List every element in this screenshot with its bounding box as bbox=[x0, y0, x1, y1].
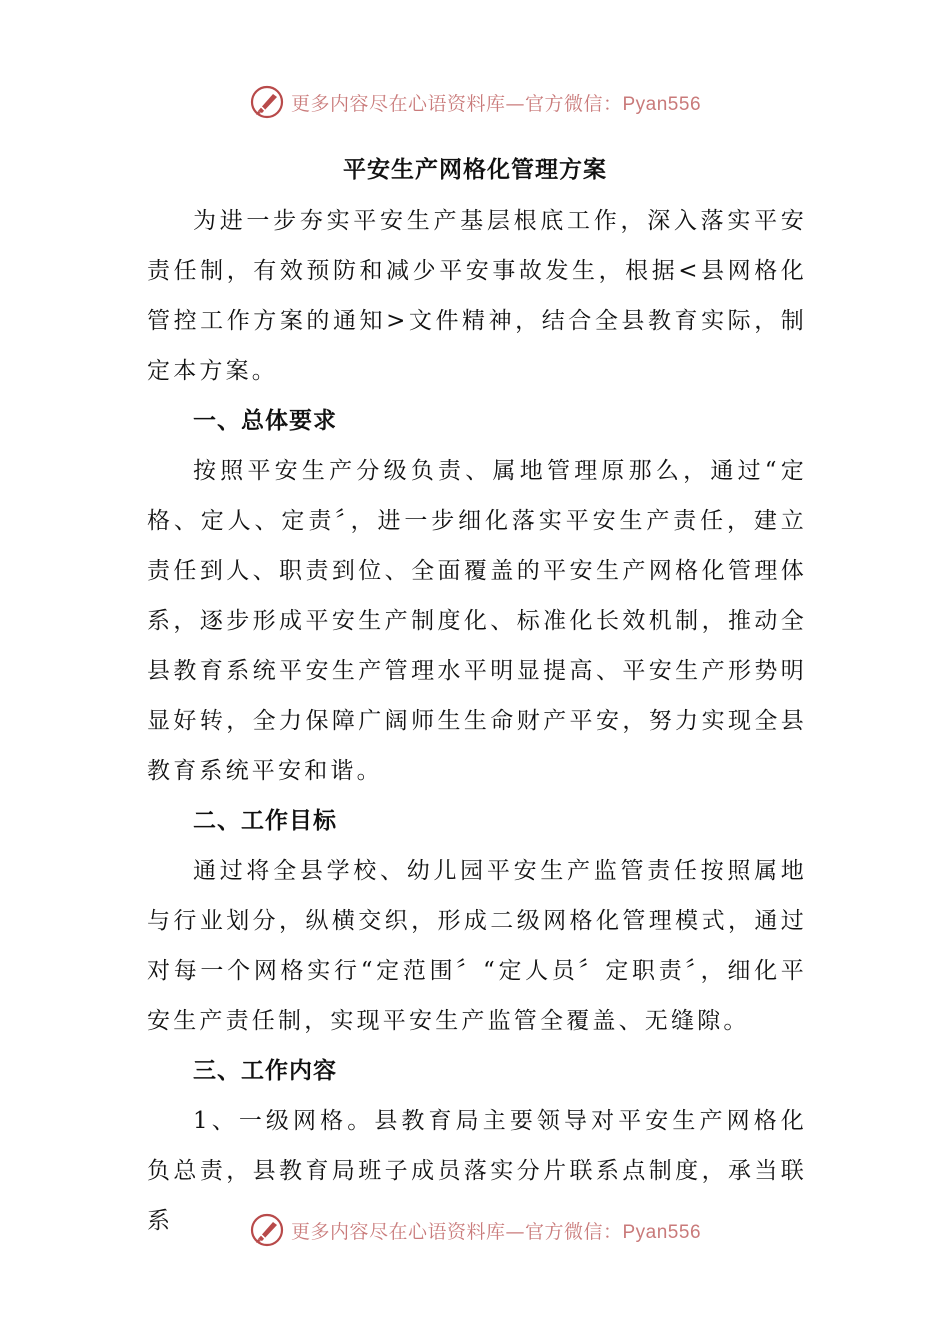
watermark-footer bbox=[0, 1210, 950, 1250]
section-heading-3: 三、工作内容 bbox=[193, 1058, 337, 1084]
intro-paragraph: 为进一步夯实平安生产基层根底工作，深入落实平安责任制，有效预防和减少平安事故发生，根据<县网格化管控工作方案的通知>文件精神，结合全县教育实际，制定本方案。 bbox=[147, 208, 807, 384]
section-paragraph-2: 通过将全县学校、幼儿园平安生产监管责任按照属地与行业划分，纵横交织，形成二级网格化管理模式，通过对每一个网格实行“定范围〞“定人员〞定职责〞，细化平安生产责任制，实现平安生产监管全覆盖、无缝隙。 bbox=[147, 858, 807, 1034]
document-title: 平安生产网格化管理方案 bbox=[343, 157, 607, 183]
watermark-header bbox=[0, 82, 950, 122]
document-body bbox=[147, 196, 807, 1246]
section-paragraph-1: 按照平安生产分级负责、属地管理原那么，通过“定格、定人、定责〞，进一步细化落实平安生产责任，建立责任到人、职责到位、全面覆盖的平安生产网格化管理体系，逐步形成平安生产制度化、标准化长效机制，推动全县教育系统平安生产管理水平明显提高、平安生产形势明显好转，全力保障广阔师生生命财产平安，努力实现全县教育系统平安和谐。 bbox=[147, 458, 807, 784]
pen-logo-icon bbox=[249, 84, 285, 120]
section-heading-2: 二、工作目标 bbox=[193, 808, 337, 834]
section-paragraph-3: 1、一级网格。县教育局主要领导对平安生产网格化负总责，县教育局班子成员落实分片联系点制度，承当联系 bbox=[147, 1108, 807, 1234]
watermark-text: 更多内容尽在心语资料库—官方微信：Pyan556 bbox=[290, 92, 702, 115]
watermark-text: 更多内容尽在心语资料库—官方微信：Pyan556 bbox=[290, 1220, 702, 1243]
watermark-wechat-id: Pyan556 bbox=[622, 1221, 702, 1243]
pen-logo-icon bbox=[249, 1212, 285, 1248]
watermark-wechat-id: Pyan556 bbox=[622, 93, 702, 115]
section-heading-1: 一、总体要求 bbox=[193, 408, 337, 434]
